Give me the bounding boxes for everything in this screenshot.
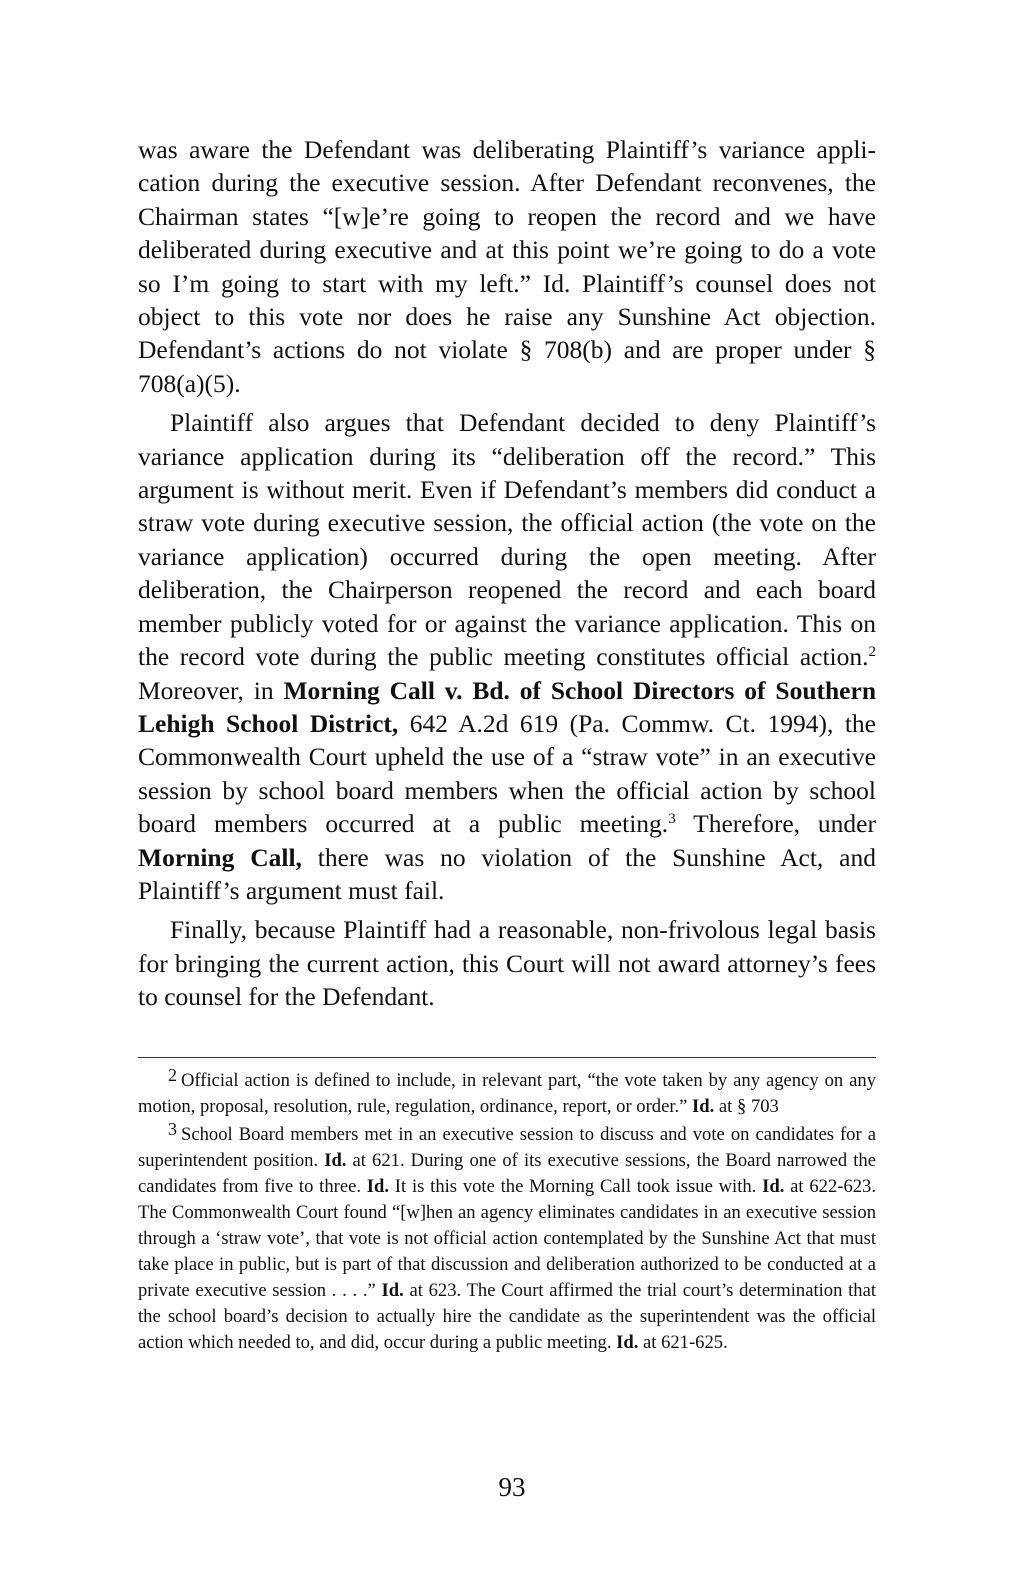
footnote-3-s2: at 621. During one of its executive sessions, the Board narrowed the candidates from five to three. <box>138 1150 876 1197</box>
case-citation-morning-call: Morning Call v. Bd. of School Directors of Southern Lehigh School District, <box>138 675 876 738</box>
footnote-3-s1: School Board members met in an executive session to discuss and vote on candidates for a superintendent position. <box>138 1124 876 1171</box>
footnote-3-id3: Id. <box>762 1176 785 1197</box>
paragraph-2-text-c: 642 A.2d 619 (Pa. Commw. Ct. 1994), the Commonwealth Court upheld the use of a “straw vote” in an executive session by school board members when the official action by school board members occurred at a public meeting. <box>138 708 876 839</box>
footnote-2-id: Id. <box>692 1096 715 1117</box>
body-text <box>138 133 876 1020</box>
footnote-divider <box>138 1057 876 1058</box>
footnote-3-id1: Id. <box>324 1150 347 1171</box>
footnote-3-number: 3 <box>168 1119 177 1139</box>
footnote-2-text-b: at § 703 <box>714 1096 779 1117</box>
footnote-3-id4: Id. <box>381 1280 404 1301</box>
paragraph-2-text-e: there was no violation of the Sunshine Act, and Plaintiff’s argument must fail. <box>138 842 876 905</box>
footnote-2 <box>138 1065 876 1120</box>
case-short-citation: Morning Call, <box>138 842 302 872</box>
footnote-ref-3[interactable]: 3 <box>668 811 676 828</box>
footnotes <box>138 1065 877 1358</box>
footnote-3 <box>138 1119 877 1356</box>
paragraph-2-text-a: Plaintiff also argues that Defendant decided to deny Plaintiff’s variance application during its “deliberation off the record.” This argument is without merit. Even if Defendant’s members did conduct a straw vote during executive session, the official action (the vote on the variance application) occurred during the open meeting. After deliberation, the Chairperson reopened the record and each board member publicly voted for or against the variance application. This on the record vote during the public meeting constitutes official action. <box>138 408 876 672</box>
footnote-3-id2: Id. <box>366 1176 390 1197</box>
paragraph-2-text-b: Moreover, in <box>138 675 284 705</box>
footnote-3-s5: at 623. The Court affirmed the trial court’s determination that the school board’s decision to actually hire the candidate as the superintendent was the official action which needed to, and did, occur during a public meeting. <box>138 1280 877 1353</box>
footnote-2-text-a: Official action is defined to include, in relevant part, “the vote taken by any agency on any motion, proposal, resolution, rule, regulation, ordinance, report, or order.” <box>138 1070 876 1117</box>
page-number: 93 <box>498 1472 526 1502</box>
paragraph-3: Finally, because Plaintiff had a reasonable, non-frivolous legal basis for bringing the current action, this Court will not award attorney’s fees to counsel for the Defendant. <box>138 915 876 1012</box>
footnote-ref-2[interactable]: 2 <box>868 644 876 661</box>
footnote-3-s4: at 622-623. The Commonwealth Court found “[w]hen an agency eliminates candidates in an executive session through a ‘straw vote’, that vote is not official action contemplated by the Sunshine Act that must take place in public, but is part of that discussion and deliberation authorized to be conducted at a private executive session . . . .” <box>138 1176 877 1301</box>
footnote-2-number: 2 <box>168 1065 177 1085</box>
footnote-3-s3: It is this vote the Morning Call took issue with. <box>389 1176 763 1197</box>
paragraph-2 <box>138 406 876 907</box>
footnote-3-id5: Id. <box>616 1332 639 1353</box>
paragraph-2-text-d: Therefore, under <box>675 809 876 839</box>
footnote-3-s6: at 621-625. <box>638 1332 728 1353</box>
paragraph-1: was aware the Defendant was deliberating Plaintiff’s variance application during the executive session. After Defendant reconvenes, the Chairman states “[w]e’re going to reopen the record and we have deliberated during executive and at this point we’re going to do a vote so I’m going to start with my left.” Id. Plaintiff’s counsel does not object to this vote nor does he raise any Sunshine Act objection. Defendant’s actions do not violate § 708(b) and are proper under § 708(a)(5). <box>138 135 876 398</box>
